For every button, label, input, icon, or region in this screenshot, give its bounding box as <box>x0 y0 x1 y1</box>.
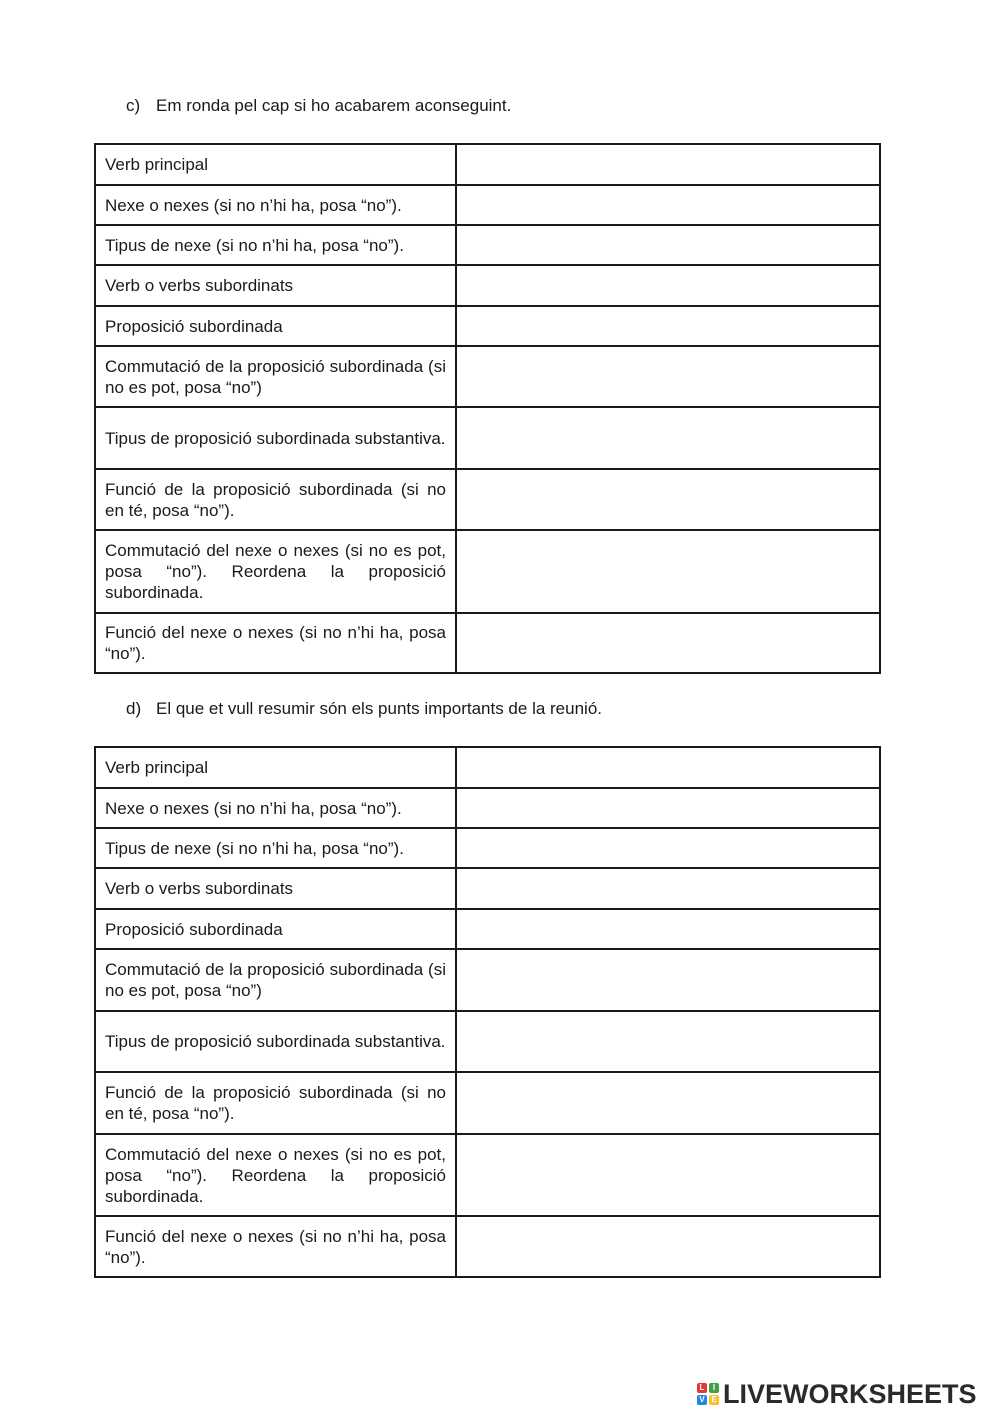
answer-field-funcio-nexe[interactable] <box>456 613 880 673</box>
answer-field-proposicio-subordinada[interactable] <box>456 306 880 346</box>
answer-field-verbs-subordinats[interactable] <box>456 868 880 909</box>
table-row <box>95 909 880 949</box>
row-label-tipus-nexe: Tipus de nexe (si no n’hi ha, posa “no”). <box>95 828 456 868</box>
question-c-letter: c) <box>126 96 141 115</box>
liveworksheets-logo-icon <box>697 1383 719 1405</box>
table-row <box>95 346 880 407</box>
answer-field-tipus-nexe[interactable] <box>456 225 880 265</box>
row-label-verb-principal: Verb principal <box>95 144 456 185</box>
answer-field-proposicio-subordinada[interactable] <box>456 909 880 949</box>
table-row <box>95 469 880 530</box>
answer-field-tipus-nexe[interactable] <box>456 828 880 868</box>
row-label-funcio-proposicio: Funció de la proposició subordinada (si no en té, posa “no”). <box>95 1072 456 1134</box>
row-label-verb-principal: Verb principal <box>95 747 456 788</box>
table-row <box>95 265 880 306</box>
answer-field-verbs-subordinats[interactable] <box>456 265 880 306</box>
table-row <box>95 613 880 673</box>
answer-field-funcio-nexe[interactable] <box>456 1216 880 1277</box>
table-row <box>95 1216 880 1277</box>
logo-icon-tile: I <box>709 1383 719 1393</box>
row-label-commutacio-proposicio: Commutació de la proposició subordinada (si no es pot, posa “no”) <box>95 949 456 1011</box>
logo-icon-tile: V <box>697 1395 707 1405</box>
analysis-table-c <box>94 143 881 674</box>
question-d-sentence: El que et vull resumir són els punts importants de la reunió. <box>156 699 603 718</box>
answer-field-verb-principal[interactable] <box>456 144 880 185</box>
answer-field-funcio-proposicio[interactable] <box>456 469 880 530</box>
row-label-tipus-nexe: Tipus de nexe (si no n’hi ha, posa “no”). <box>95 225 456 265</box>
table-row <box>95 185 880 225</box>
table-row <box>95 144 880 185</box>
table-row <box>95 1011 880 1072</box>
answer-field-commutacio-nexe[interactable] <box>456 1134 880 1216</box>
logo-icon-tile: L <box>697 1383 707 1393</box>
table-row <box>95 747 880 788</box>
row-label-funcio-nexe: Funció del nexe o nexes (si no n’hi ha, posa “no”). <box>95 613 456 673</box>
question-c <box>126 96 511 116</box>
answer-field-nexe[interactable] <box>456 788 880 828</box>
row-label-nexe: Nexe o nexes (si no n’hi ha, posa “no”). <box>95 185 456 225</box>
table-row <box>95 828 880 868</box>
question-c-sentence: Em ronda pel cap si ho acabarem aconseguint. <box>156 96 512 115</box>
answer-field-commutacio-proposicio[interactable] <box>456 346 880 407</box>
row-label-tipus-proposicio: Tipus de proposició subordinada substantiva. <box>95 1011 456 1072</box>
row-label-verbs-subordinats: Verb o verbs subordinats <box>95 868 456 909</box>
table-row <box>95 868 880 909</box>
table-row <box>95 949 880 1011</box>
row-label-commutacio-nexe: Commutació del nexe o nexes (si no es pot, posa “no”). Reordena la proposició subordinada. <box>95 530 456 613</box>
row-label-nexe: Nexe o nexes (si no n’hi ha, posa “no”). <box>95 788 456 828</box>
analysis-table-d <box>94 746 881 1278</box>
answer-field-commutacio-proposicio[interactable] <box>456 949 880 1011</box>
question-d <box>126 699 602 719</box>
answer-field-nexe[interactable] <box>456 185 880 225</box>
table-row <box>95 1134 880 1216</box>
row-label-tipus-proposicio: Tipus de proposició subordinada substantiva. <box>95 407 456 469</box>
row-label-verbs-subordinats: Verb o verbs subordinats <box>95 265 456 306</box>
answer-field-funcio-proposicio[interactable] <box>456 1072 880 1134</box>
row-label-commutacio-proposicio: Commutació de la proposició subordinada (si no es pot, posa “no”) <box>95 346 456 407</box>
answer-field-tipus-proposicio[interactable] <box>456 407 880 469</box>
answer-field-verb-principal[interactable] <box>456 747 880 788</box>
question-d-letter: d) <box>126 699 142 718</box>
answer-field-commutacio-nexe[interactable] <box>456 530 880 613</box>
liveworksheets-logo <box>697 1378 977 1410</box>
table-row <box>95 407 880 469</box>
liveworksheets-logo-text: LIVEWORKSHEETS <box>723 1378 977 1409</box>
row-label-proposicio-subordinada: Proposició subordinada <box>95 306 456 346</box>
row-label-commutacio-nexe: Commutació del nexe o nexes (si no es pot, posa “no”). Reordena la proposició subordinada. <box>95 1134 456 1216</box>
row-label-funcio-nexe: Funció del nexe o nexes (si no n’hi ha, posa “no”). <box>95 1216 456 1277</box>
table-row <box>95 530 880 613</box>
row-label-funcio-proposicio: Funció de la proposició subordinada (si no en té, posa “no”). <box>95 469 456 530</box>
row-label-proposicio-subordinada: Proposició subordinada <box>95 909 456 949</box>
logo-icon-tile: E <box>709 1395 719 1405</box>
table-row <box>95 1072 880 1134</box>
table-row <box>95 306 880 346</box>
answer-field-tipus-proposicio[interactable] <box>456 1011 880 1072</box>
table-row <box>95 225 880 265</box>
table-row <box>95 788 880 828</box>
